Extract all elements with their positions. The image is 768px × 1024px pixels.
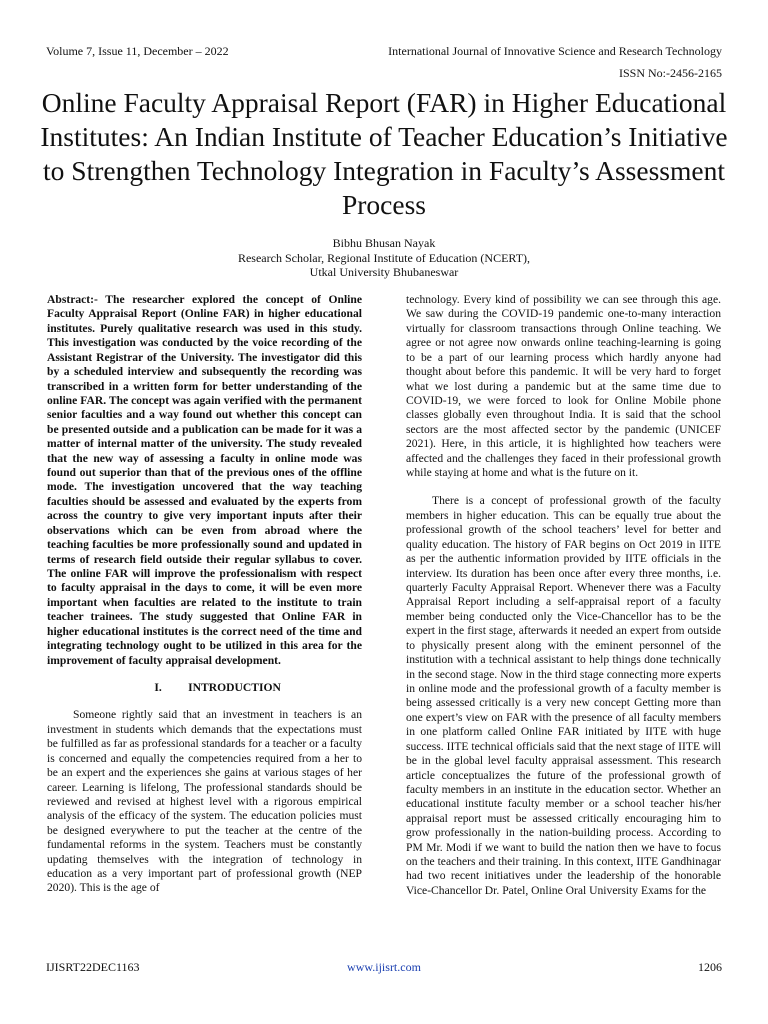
footer-paper-id: IJISRT22DEC1163 — [46, 960, 140, 974]
section-title: INTRODUCTION — [188, 680, 281, 694]
journal-name: International Journal of Innovative Science and Research Technology — [388, 44, 722, 58]
journal-volume-issue: Volume 7, Issue 11, December – 2022 — [46, 44, 229, 58]
abstract: Abstract:- The researcher explored the concept of Online Faculty Appraisal Report (Online FAR) in higher educational institutes. Purely qualitative research was used in this study. This investigation was conducted by the voice recording of the Assistant Registrar of the University. The investigator did this by a scheduled interview and subsequently the recording was transcribed in a written form for better understanding of the online FAR. The concept was again verified with the permanent senior faculties and a way found out whether this concept can be presented outside and a publication can be made for it was a matter of internal matter of the university. The study revealed that the new way of assessing a faculty in online mode was found out superior than that of the previous ones of the offline mode. The investigation uncovered that the way teaching faculties should be assessed and evaluated by the experts from across the country to give very important inputs after their observations which can be even from abroad where the teaching faculties be more professionally sound and updated in terms of research field outside their regular syllabus to cover. The online FAR will improve the professionalism with respect to faculty appraisal in the days to come, it will be even more important when faculties are related to the institute to train teacher trainees. The study suggested that Online FAR in higher educational institutes is the correct need of the time and integrating technology ought to be utilized in this area for the improvement of faculty appraisal development. — [47, 293, 362, 667]
footer-website-link[interactable]: www.ijisrt.com — [347, 960, 421, 974]
right-column — [406, 293, 721, 898]
paper-title: Online Faculty Appraisal Report (FAR) in Higher Educational Institutes: An Indian Institute of Teacher Education’s Initiative to Strengthen Technology Integration in Faculty’s Assessment Process — [40, 87, 728, 220]
author-block — [40, 236, 728, 280]
author-affiliation: Research Scholar, Regional Institute of Education (NCERT), — [237, 250, 531, 265]
author-university: Utkal University Bhubaneswar — [309, 265, 459, 279]
section-number: I. — [154, 680, 162, 694]
footer-page-number: 1206 — [698, 960, 722, 974]
intro-paragraph: Someone rightly said that an investment in teachers is an investment in students which demands that the expectations must be fulfilled as far as professional standards for a teacher or a faculty is concerned and equally the competencies required from a her to be an expert and the experiences she gains at various stages of her career. Learning is lifelong, The professional standards should be reviewed and revised at highest level with a rigorous empirical analysis of the efficacy of the system. The education policies must be designed everywhere to put the teacher at the centre of the fundamental reforms in the system. Teachers must be constantly updating themselves with the integration of technology in education as a very important part of professional growth (NEP 2020). This is the age of — [47, 708, 362, 895]
left-column — [47, 293, 362, 896]
issn-number: ISSN No:-2456-2165 — [618, 66, 722, 80]
author-name: Bibhu Bhusan Nayak — [332, 236, 436, 250]
body-paragraph-1: technology. Every kind of possibility we can see through this age. We saw during the COVID-19 pandemic one-to-many interaction virtually for classroom transactions through Online teaching. We agree or not agree now onwards online teaching-learning is going to be a part of our learning process which hardly anyone had thought about before this pandemic. It will be very hard to forget what we lost during a pandemic but at the same time due to COVID-19, we were forced to look for Online Mobile phone classes globally even throughout India. It is said that the school sectors are the most affected sector by the pandemic (UNICEF 2021). Here, in this article, it is highlighted how teachers were affected and the challenges they faced in their professional growth while staying at home and what is the future on it. — [406, 293, 721, 480]
body-paragraph-2: There is a concept of professional growth of the faculty members in higher education. This can be equally true about the professional growth of the school teachers’ level for better and quality education. The history of FAR begins on Oct 2019 in IITE as per the authentic information provided by IITE officials in the interview. Its duration has been once after every three months, i.e. quarterly Faculty Appraisal Report. Whenever there was a Faculty Appraisal Report including a self-appraisal report of a faculty member being conducted only the Vice-Chancellor has to be the expert in the first stage, afterwards it needed an expert from outside to physically present along with the eminent personnel of the institution with a technical assistant to help things done technically in the second stage. Now in the third stage connecting more experts in online mode and the professional growth of a faculty member is being assessed critically is a very new concept Getting more than one expert’s view on FAR with the presence of all faculty members in one platform called Online FAR initiated by IITE with huge success. IITE technical officials said that the next stage of IITE will be in the global level faculty appraisal assessment. This research article conceptualizes the future of the professional growth of faculty members in an institute in the education sector. Whether an educational institute faculty member or a school teacher his/her appraisal report must be assessed critically encouraging him to grow professionally in the nation-building process. According to PM Mr. Modi if we want to build the nation then we have to focus on the teachers and their training. In this context, IITE Gandhinagar had two recent initiatives under the leadership of the honorable Vice-Chancellor Dr. Patel, Online Oral University Exams for the — [406, 494, 721, 897]
section-heading-introduction — [47, 681, 362, 695]
